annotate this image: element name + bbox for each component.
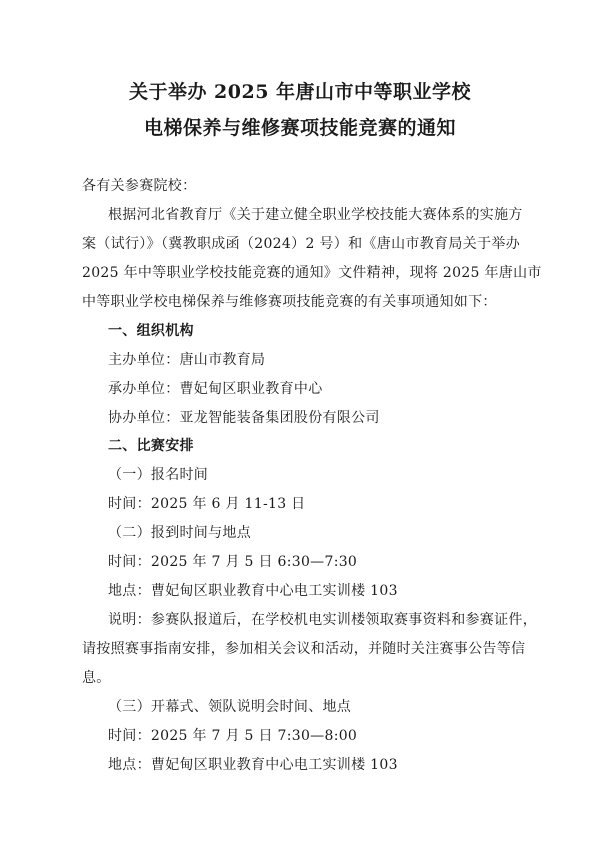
checkin-time-line: 时间：2025 年 7 月 5 日 6:30—7:30: [108, 554, 358, 570]
section-heading-organization: 一、组织机构: [108, 323, 194, 339]
undertaker-line: 承办单位：曹妃甸区职业教育中心: [108, 381, 323, 397]
subsection-registration-title: （一）报名时间: [108, 467, 209, 483]
intro-paragraph-line-3: 2025 年中等职业学校技能竞赛的通知》文件精神，现将 2025 年唐山市: [82, 265, 542, 281]
section-heading-schedule: 二、比赛安排: [108, 438, 194, 454]
intro-paragraph-line-2: 案（试行）》（冀教职成函（2024）2 号）和《唐山市教育局关于举办: [82, 236, 520, 252]
intro-paragraph-line-4: 中等职业学校电梯保养与维修赛项技能竞赛的有关事项通知如下：: [82, 294, 497, 310]
intro-paragraph-line-1: 根据河北省教育厅《关于建立健全职业学校技能大赛体系的实施方: [108, 207, 523, 223]
co-organizer-line: 协办单位：亚龙智能装备集团股份有限公司: [108, 410, 380, 426]
note-paragraph-line-2: 请按照赛事指南安排，参加相关会议和活动，并随时关注赛事公告等信: [82, 641, 526, 657]
subsection-opening-title: （三）开幕式、领队说明会时间、地点: [108, 699, 352, 715]
opening-place-line: 地点：曹妃甸区职业教育中心电工实训楼 103: [108, 757, 398, 773]
subsection-checkin-title: （二）报到时间与地点: [108, 525, 251, 541]
note-paragraph-line-3: 息。: [82, 670, 111, 686]
organizer-line: 主办单位：唐山市教育局: [108, 352, 266, 368]
checkin-place-line: 地点：曹妃甸区职业教育中心电工实训楼 103: [108, 583, 398, 599]
registration-time-line: 时间：2025 年 6 月 11-13 日: [108, 496, 306, 512]
opening-time-line: 时间：2025 年 7 月 5 日 7:30—8:00: [108, 728, 358, 744]
note-paragraph-line-1: 说明：参赛队报道后，在学校机电实训楼领取赛事资料和参赛证件，: [108, 612, 537, 628]
document-title-line-2: 电梯保养与维修赛项技能竞赛的通知: [143, 117, 456, 139]
salutation: 各有关参赛院校：: [82, 178, 197, 194]
document-title-line-1: 关于举办 2025 年唐山市中等职业学校: [128, 81, 472, 103]
